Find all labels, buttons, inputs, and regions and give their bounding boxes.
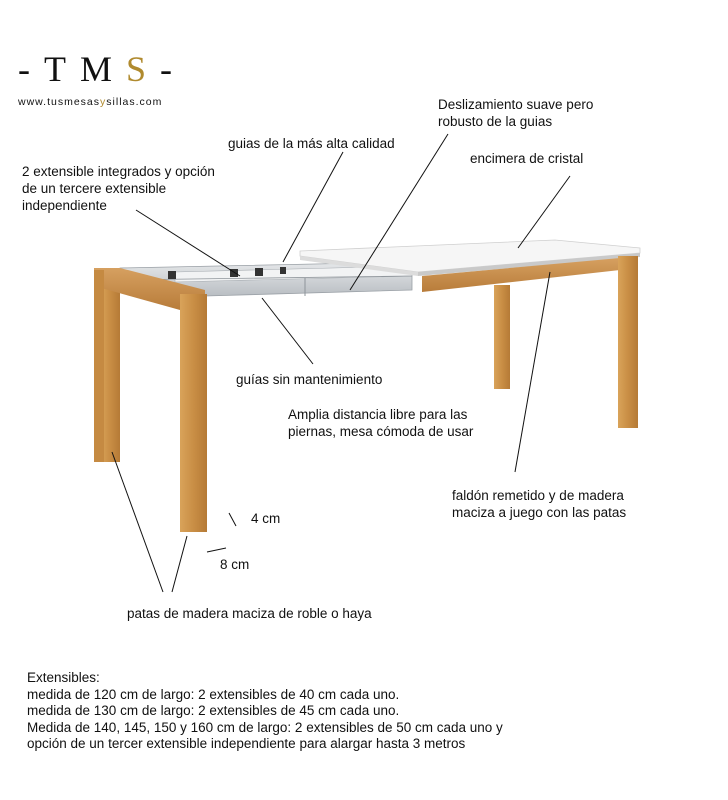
label-patas: patas de madera maciza de roble o haya: [127, 606, 372, 621]
label-extensible-line-1: 2 extensible integrados y opción: [22, 164, 215, 179]
notes-line: opción de un tercer extensible independiente para alargar hasta 3 metros: [27, 736, 466, 751]
label-faldon: [452, 487, 626, 521]
notes-line: medida de 120 cm de largo: 2 extensibles de 40 cm cada uno.: [27, 686, 400, 702]
leader-guias-sin: [262, 298, 313, 364]
label-extensible-line-3: independiente: [22, 198, 107, 213]
rail-connector-1: [168, 271, 176, 279]
label-dimension-4cm: 4 cm: [251, 511, 281, 526]
notes-line: medida de 130 cm de largo: 2 extensibles de 45 cm cada uno.: [27, 703, 400, 718]
label-deslizamiento: [438, 96, 593, 130]
label-encimera: encimera de cristal: [470, 151, 584, 166]
rail-connector-3: [255, 268, 263, 276]
logo-dash-right: -: [160, 49, 187, 89]
label-amplia-line-2: piernas, mesa cómoda de usar: [288, 424, 474, 439]
label-amplia: [288, 406, 473, 440]
label-deslizamiento-line-2: robusto de la guias: [438, 114, 553, 129]
leader-extensible: [136, 210, 240, 276]
logo-letter-m: M: [80, 49, 127, 89]
back-right-leg: [494, 285, 510, 389]
label-faldon-line-2: maciza a juego con las patas: [452, 505, 627, 520]
website-suffix: sillas.com: [106, 96, 163, 108]
leader-patas-1: [112, 452, 163, 592]
dimension-4cm-mark: [229, 513, 236, 526]
leader-faldon: [515, 272, 550, 472]
leader-encimera: [518, 176, 570, 248]
logo-letter-s: S: [126, 49, 161, 89]
label-extensible-line-2: de un tercere extensible: [22, 181, 167, 196]
notes-title: Extensibles:: [27, 670, 100, 685]
extensibles-notes: [27, 670, 503, 753]
label-guias-sin: guías sin mantenimiento: [236, 372, 383, 387]
label-dimension-8cm: 8 cm: [220, 557, 250, 572]
notes-line: Medida de 140, 145, 150 y 160 cm de largo: 2 extensibles de 50 cm cada uno y: [27, 719, 503, 735]
label-deslizamiento-line-1: Deslizamiento suave pero: [438, 97, 594, 112]
logo-letter-t: T: [44, 49, 80, 89]
logo-dash-left: -: [18, 49, 44, 89]
leader-guias-calidad: [283, 152, 343, 262]
website-accent: y: [100, 96, 107, 108]
website-prefix: www.tusmesas: [18, 96, 101, 108]
front-left-leg: [180, 294, 207, 532]
label-guias-calidad: guias de la más alta calidad: [228, 136, 395, 151]
label-extensible: [22, 163, 215, 214]
rail-connector-4: [280, 267, 286, 274]
front-right-leg: [618, 256, 638, 428]
dimension-8cm-mark: [207, 548, 226, 552]
label-faldon-line-1: faldón remetido y de madera: [452, 488, 624, 503]
label-amplia-line-1: Amplia distancia libre para las: [288, 407, 468, 422]
leader-patas-2: [172, 536, 187, 592]
